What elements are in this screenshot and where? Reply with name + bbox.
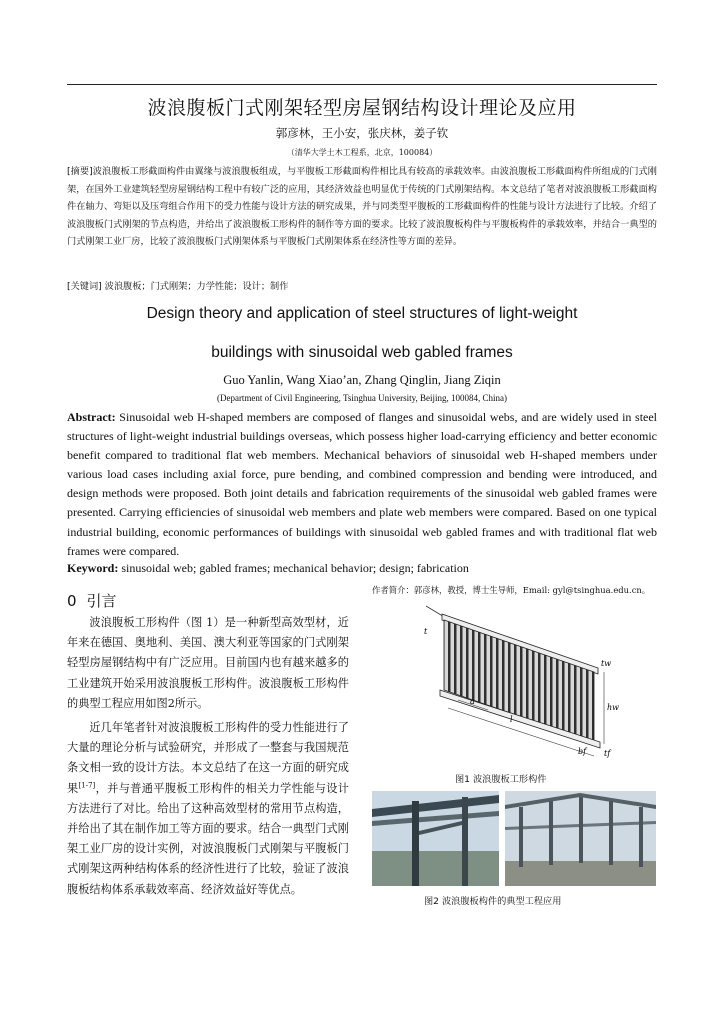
sinusoidal-web-beam-drawing: [418, 604, 623, 764]
author-note: 作者简介：郭彦林，教授，博士生导师，Email: gyl@tsinghua.edu.cn。: [372, 585, 651, 595]
label-l: l: [510, 715, 513, 724]
english-keywords: [67, 561, 657, 576]
chinese-keywords-label: [关键词]: [67, 281, 102, 292]
figure-2-photo-left: [372, 791, 499, 886]
intro-paragraph-2: [67, 718, 349, 900]
english-keywords-text: sinusoidal web; gabled frames; mechanical behavior; design; fabrication: [121, 561, 469, 575]
figure-1-diagram: [418, 604, 623, 764]
intro-paragraph-2-part2: ，并与普通平腹板工形构件的相关力学性能与设计方法进行了对比。给出了这种高效型材的常用节点构造，并给出了其在制作加工等方面的要求。结合一典型门式刚架工业厂房的设计实例，对波浪腹板门式刚架与平腹板门式刚架这两种结构体系的经济性进行了比较，验证了波浪腹板结构体系承载效率高、经济效益好等优点。: [67, 781, 349, 896]
chinese-keywords-text: 波浪腹板；门式刚架；力学性能；设计；制作: [104, 281, 289, 292]
figure-1-caption: 图1 波浪腹板工形构件: [455, 774, 547, 785]
intro-paragraph-2-part1: 近几年笔者针对波浪腹板工形构件的受力性能进行了大量的理论分析与试验研究，并形成了一整套与我国规范条文相一致的设计方法。本文总结了在这一方面的研究成果: [67, 721, 349, 795]
header-rule: [67, 84, 657, 85]
sinusoidal-web: [444, 620, 594, 742]
english-keywords-label: Keyword:: [67, 561, 119, 575]
chinese-abstract: [67, 163, 657, 251]
chinese-affiliation: （清华大学土木工程系，北京，100084）: [286, 148, 438, 157]
chinese-authors: 郭彦林，王小安，张庆林，姜子钦: [275, 126, 449, 140]
label-a: a: [470, 697, 475, 706]
english-title-line1: Design theory and application of steel structures of light-weight: [146, 305, 578, 322]
section-number: 0: [67, 592, 77, 610]
label-bf: bf: [578, 747, 587, 756]
intro-paragraph-1: 波浪腹板工形构件（图 1）是一种新型高效型材，近年来在德国、奥地利、美国、澳大利亚等国家的门式刚架轻型房屋钢结构中有广泛应用。目前国内也有越来越多的工业建筑开始采用波浪腹板工形构件。波浪腹板工形构件的典型工程应用如图2所示。: [67, 616, 349, 710]
label-t: t: [424, 627, 428, 636]
steel-frame-photo-right: [505, 791, 656, 886]
english-authors: Guo Yanlin, Wang Xiao’an, Zhang Qinglin, Jiang Ziqin: [223, 373, 501, 387]
section-heading: [67, 590, 117, 611]
steel-frame-photo-left: [372, 791, 499, 886]
section-title: 引言: [86, 592, 117, 610]
intro-body: [67, 613, 349, 900]
label-tw: tw: [601, 659, 612, 668]
figure-2-photo-right: [505, 791, 656, 886]
english-title-line2: buildings with sinusoidal web gabled frames: [211, 344, 513, 361]
english-affiliation: (Department of Civil Engineering, Tsinghua University, Beijing, 100084, China): [216, 393, 508, 403]
figure-2-caption: 图2 波浪腹板构件的典型工程应用: [424, 896, 562, 907]
chinese-abstract-label: [摘要]: [67, 166, 93, 177]
chinese-title: 波浪腹板门式刚架轻型房屋钢结构设计理论及应用: [147, 97, 577, 119]
english-abstract-text: Sinusoidal web H-shaped members are composed of flanges and sinusoidal webs, and are widely used in steel structures of light-weight industrial buildings overseas, which possess higher load-carrying efficiency and better economic benefit compared to traditional flat web members. Mechanical behaviors of sinusoidal web H-shaped members under various load cases including axial force, pure bending, and combined compression and bending were introduced, and design methods were proposed. Both joint details and fabrication requirements of the sinusoidal web gabled frames were presented. Carrying efficiencies of sinusoidal web members and plate web members were compared. Based on one typical industrial building, economic performances of buildings with sinusoidal web gabled frames and with traditional flat web frames were compared.: [67, 410, 658, 558]
english-abstract: [67, 408, 657, 561]
chinese-keywords: [67, 278, 657, 292]
english-abstract-label: Abstract:: [67, 410, 116, 424]
chinese-abstract-text: 波浪腹板工形截面构件由翼缘与波浪腹板组成，与平腹板工形截面构件相比具有较高的承载效率。由波浪腹板工形截面构件所组成的门式刚架，在国外工业建筑轻型房屋钢结构工程中有较广泛的应用，其经济效益也明显优于传统的门式刚架结构。本文总结了笔者对波浪腹板工形截面构件在轴力、弯矩以及压弯组合作用下的受力性能与设计方法的研究成果，并与同类型平腹板的工形截面构件的性能与设计方法进行了比较。介绍了波浪腹板门式刚架的节点构造，并给出了波浪腹板工形构件的制作等方面的要求。比较了波浪腹板构件与平腹板构件的承载效率，并结合一典型的门式刚架工业厂房，比较了波浪腹板门式刚架体系与平腹板门式刚架体系在经济性等方面的差异。: [67, 166, 657, 248]
label-tf: tf: [604, 749, 611, 758]
label-hw: hw: [607, 703, 619, 712]
citation-ref: [1-7]: [78, 780, 96, 789]
